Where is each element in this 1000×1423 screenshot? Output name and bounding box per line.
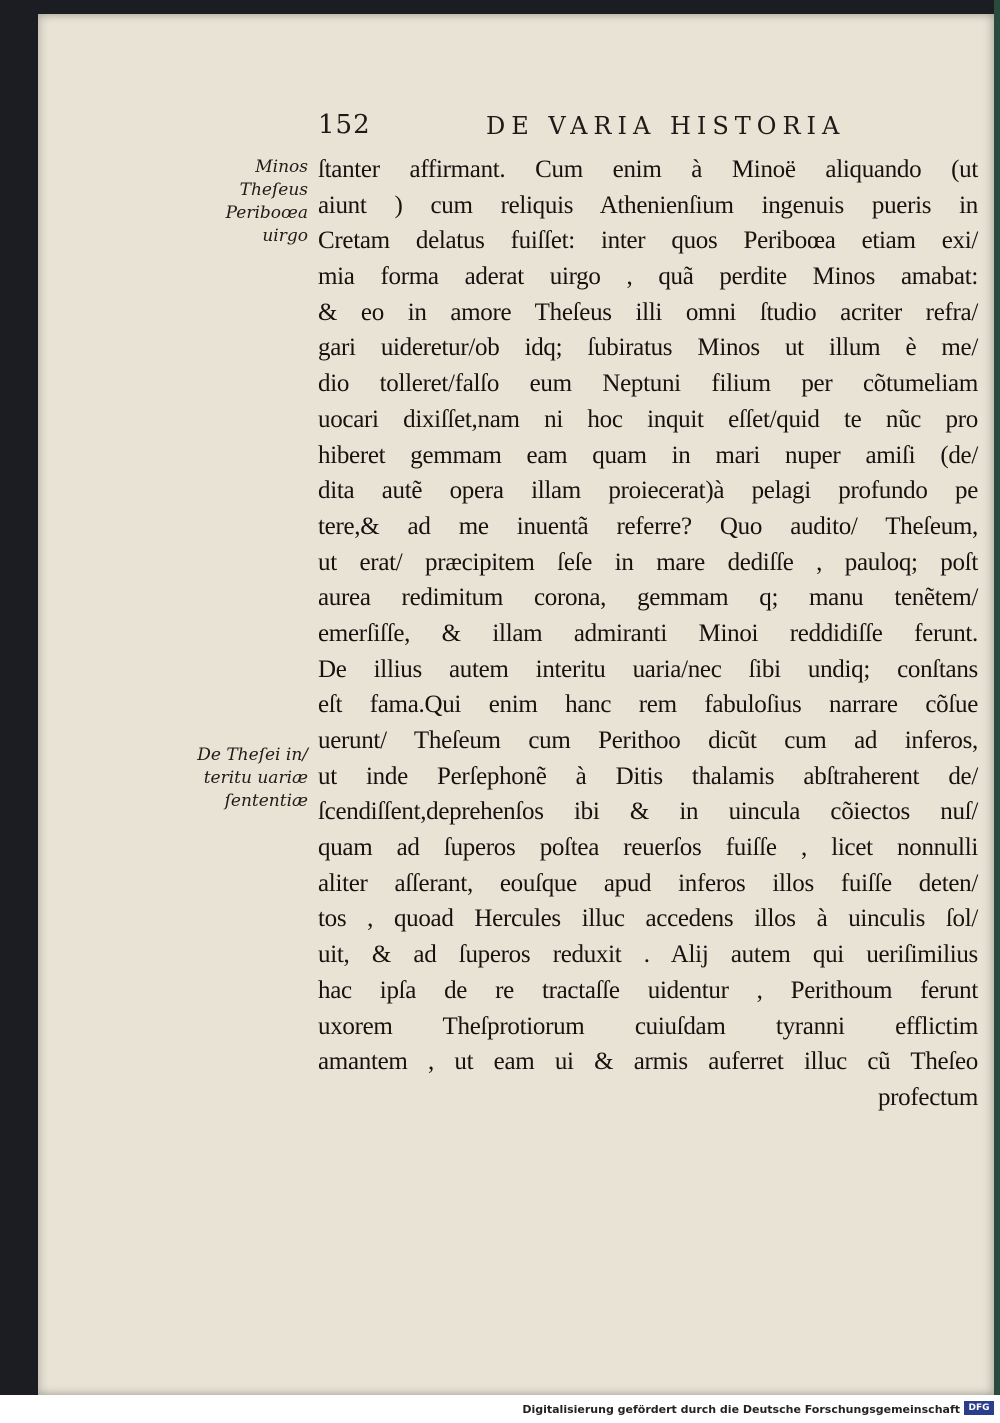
margin-note-minos <box>226 156 308 248</box>
margin-note-line: Periboœa <box>225 203 308 223</box>
text-line: ut inde Perſephonẽ à Ditis thalamis abſtraherent de/ <box>318 762 978 790</box>
text-line: tos , quoad Hercules illuc accedens illos à uinculis ſol/ <box>318 905 978 933</box>
text-line: gari uideretur/ob idq; ſubiratus Minos ut illum è me/ <box>318 334 978 362</box>
text-line: aiunt ) cum reliquis Athenienſium ingenuis pueris in <box>318 191 978 219</box>
running-head: DE VARIA HISTORIA <box>486 112 846 140</box>
book-page <box>38 14 998 1395</box>
page-number: 152 <box>318 110 371 140</box>
body-text <box>318 152 978 1116</box>
text-line: dio tolleret/falſo eum Neptuni filium per cõtumeliam <box>318 370 978 398</box>
margin-note-line: De Theſei in/ <box>197 745 308 765</box>
margin-note-line: Minos <box>255 157 308 177</box>
text-line: De illius autem interitu uaria/nec ſibi undiq; conſtans <box>318 655 978 683</box>
text-line: Cretam delatus fuiſſet: inter quos Periboœa etiam exi/ <box>318 227 978 255</box>
digitization-footer <box>0 1395 1000 1423</box>
book-spine-edge <box>994 0 1000 1395</box>
dfg-logo-icon: DFG <box>964 1401 994 1415</box>
text-line: amantem , ut eam ui & armis auferret illuc cũ Theſeo <box>318 1048 978 1076</box>
text-line: hac ipſa de re tractaſſe uidentur , Perithoum ferunt <box>318 976 978 1004</box>
margin-note-line: teritu uariæ <box>203 768 308 788</box>
text-line: uocari dixiſſet,nam ni hoc inquit eſſet/quid te nũc pro <box>318 405 978 433</box>
text-line: uit, & ad ſuperos reduxit . Alij autem qui ueriſimilius <box>318 941 978 969</box>
text-line: tere,& ad me inuentã referre? Quo audito/ Theſeum, <box>318 512 978 540</box>
text-line: uerunt/ Theſeum cum Perithoo dicũt cum ad inferos, <box>318 727 978 754</box>
text-line: ut erat/ præcipitem ſeſe in mare dediſſe , pauloq; poſt <box>318 548 978 576</box>
text-line: eſt fama.Qui enim hanc rem fabuloſius narrare cõſue <box>318 691 978 719</box>
text-line: mia forma aderat uirgo , quã perdite Minos amabat: <box>318 263 978 291</box>
text-line: quam ad ſuperos poſtea reuerſos fuiſſe , licet nonnulli <box>318 834 978 862</box>
text-line: aliter aſſerant, eouſque apud inferos illos fuiſſe deten/ <box>318 869 978 897</box>
page-header <box>38 110 998 150</box>
catchword: profectum <box>877 1083 978 1111</box>
margin-note-thesei <box>197 744 308 813</box>
text-line: ſtanter affirmant. Cum enim à Minoë aliquando (ut <box>318 156 978 183</box>
text-line: ſcendiſſent,deprehenſos ibi & in uincula cõiectos nuſ/ <box>318 798 978 826</box>
margin-note-line: ſententiæ <box>224 791 308 811</box>
margin-note-line: uirgo <box>262 226 308 246</box>
text-line: emerſiſſe, & illam admiranti Minoi reddidiſſe ferunt. <box>318 619 978 647</box>
margin-note-line: Theſeus <box>239 180 308 200</box>
funding-credit: Digitalisierung gefördert durch die Deutsche Forschungsgemeinschaft <box>522 1403 960 1416</box>
text-line: hiberet gemmam eam quam in mari nuper amiſi (de/ <box>318 441 978 469</box>
text-line: dita autẽ opera illam proiecerat)à pelagi profundo pe <box>318 477 978 505</box>
text-line: & eo in amore Theſeus illi omni ſtudio acriter refra/ <box>318 298 978 326</box>
text-line: uxorem Theſprotiorum cuiuſdam tyranni efflictim <box>318 1012 978 1040</box>
text-line: aurea redimitum corona, gemmam q; manu tenẽtem/ <box>318 584 978 612</box>
